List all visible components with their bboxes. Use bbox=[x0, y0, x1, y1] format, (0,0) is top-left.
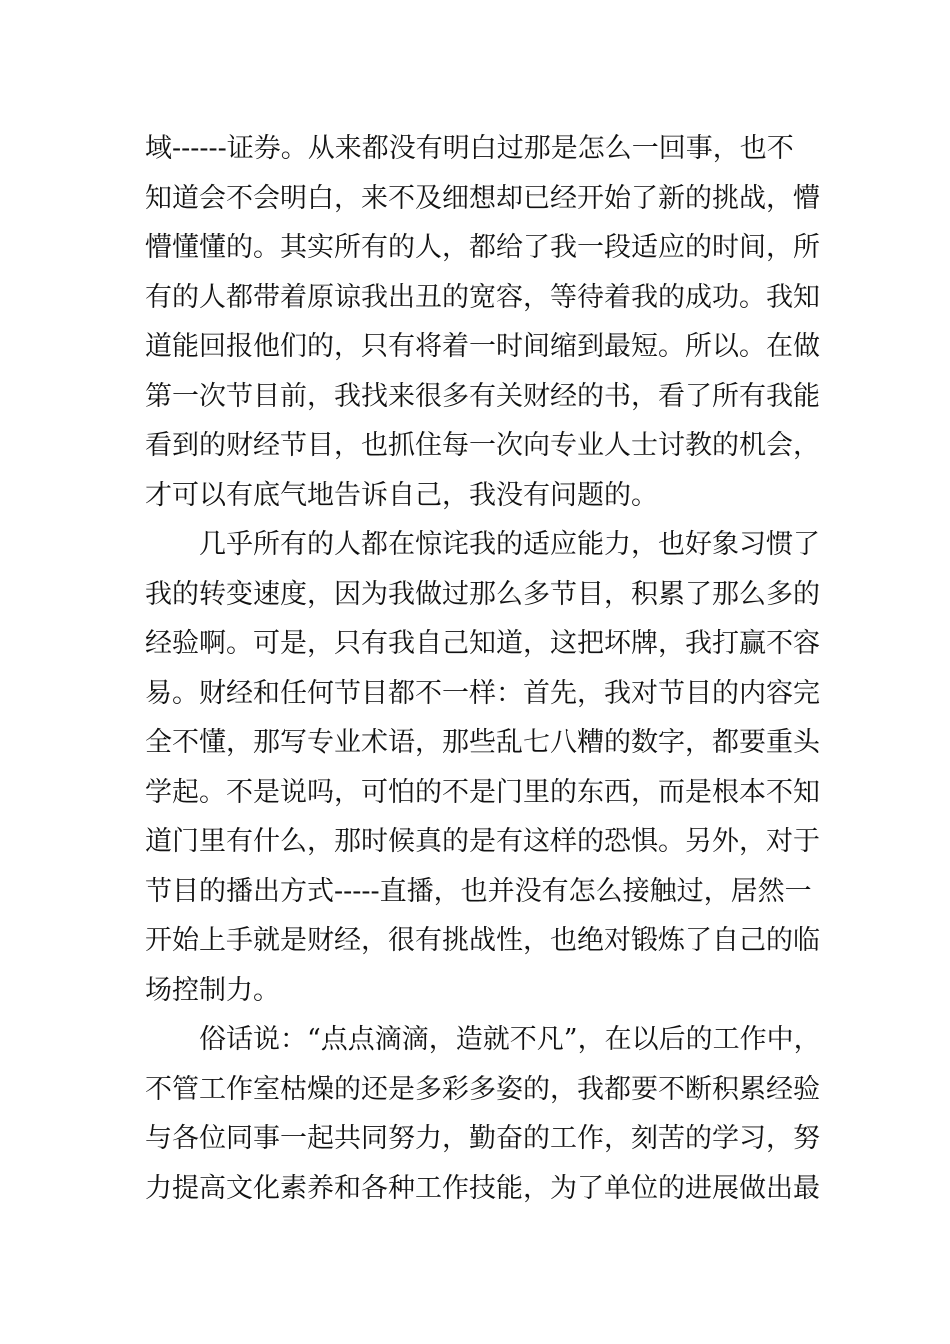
text-line: 第一次节目前，我找来很多有关财经的书，看了所有我能 bbox=[145, 380, 820, 412]
text-line: 经验啊。可是，只有我自己知道，这把坏牌，我打赢不容 bbox=[145, 628, 820, 659]
text-line: 有的人都带着原谅我出丑的宽容，等待着我的成功。我知 bbox=[145, 281, 820, 313]
body-text bbox=[145, 124, 825, 1213]
text-line-indented: 俗话说：“点点滴滴，造就不凡”，在以后的工作中， bbox=[199, 1024, 821, 1055]
text-line: 懵懂懂的。其实所有的人，都给了我一段适应的时间，所 bbox=[145, 232, 820, 263]
text-line-indented: 几乎所有的人都在惊诧我的适应能力，也好象习惯了 bbox=[199, 529, 820, 560]
text-line: 域------证券。从来都没有明白过那是怎么一回事，也不 bbox=[145, 133, 794, 164]
text-line: 道能回报他们的，只有将着一时间缩到最短。所以。在做 bbox=[145, 331, 820, 362]
paragraph-1 bbox=[145, 124, 825, 520]
text-line: 场控制力。 bbox=[145, 974, 280, 1006]
text-line: 我的转变速度，因为我做过那么多节目，积累了那么多的 bbox=[145, 578, 820, 610]
text-line: 不管工作室枯燥的还是多彩多姿的，我都要不断积累经验 bbox=[145, 1073, 820, 1105]
text-line: 力提高文化素养和各种工作技能，为了单位的进展做出最 bbox=[145, 1172, 820, 1204]
text-line: 全不懂，那写专业术语，那些乱七八糟的数字，都要重头 bbox=[145, 727, 820, 758]
text-line: 知道会不会明白，来不及细想却已经开始了新的挑战，懵 bbox=[145, 182, 820, 214]
text-line: 学起。不是说吗，可怕的不是门里的东西，而是根本不知 bbox=[145, 776, 820, 808]
text-line: 才可以有底气地告诉自己，我没有问题的。 bbox=[145, 479, 658, 511]
paragraph-2 bbox=[145, 520, 825, 1015]
paragraph-3 bbox=[145, 1015, 825, 1213]
text-line: 节目的播出方式-----直播，也并没有怎么接触过，居然一 bbox=[145, 875, 812, 907]
text-line: 道门里有什么，那时候真的是有这样的恐惧。另外，对于 bbox=[145, 826, 820, 857]
text-line: 看到的财经节目，也抓住每一次向专业人士讨教的机会， bbox=[145, 430, 820, 461]
text-line: 开始上手就是财经，很有挑战性，也绝对锻炼了自己的临 bbox=[145, 925, 820, 956]
text-line: 与各位同事一起共同努力，勤奋的工作，刻苦的学习，努 bbox=[145, 1123, 820, 1154]
text-line: 易。财经和任何节目都不一样：首先，我对节目的内容完 bbox=[145, 677, 820, 709]
